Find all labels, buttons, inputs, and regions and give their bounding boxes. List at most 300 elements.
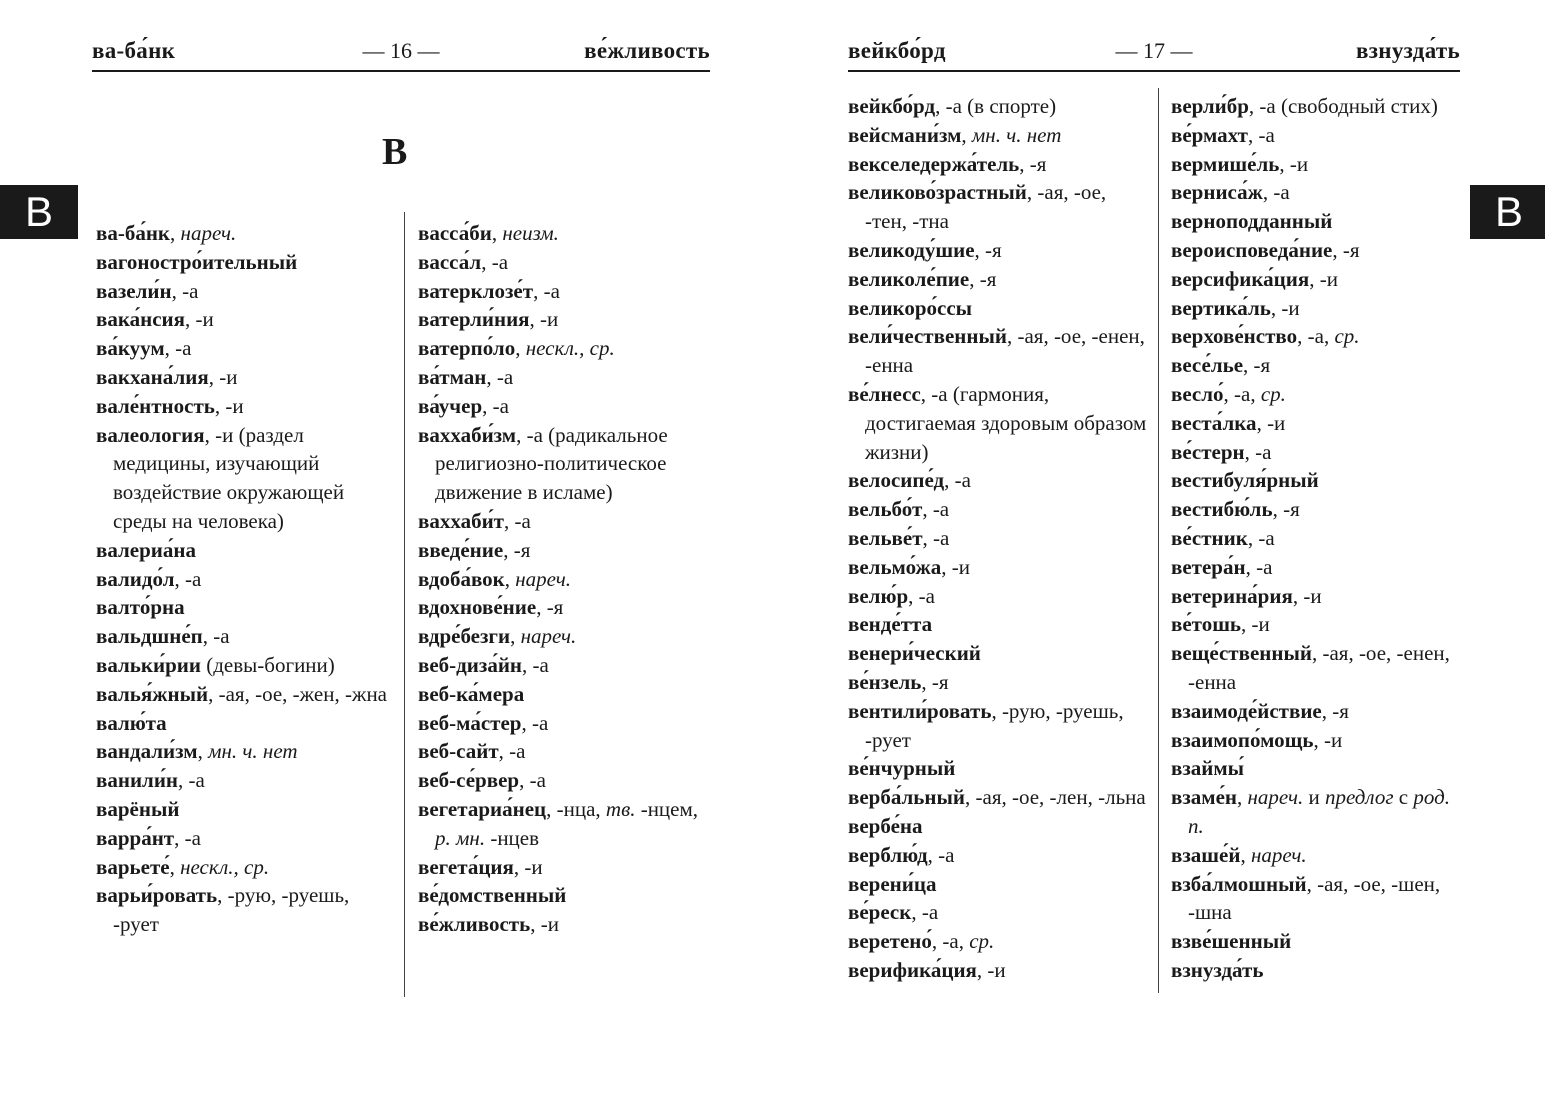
headword: ваххаби́т (418, 508, 504, 533)
headword: вдре́безги (418, 624, 511, 649)
headword: ве́рмахт (1171, 122, 1248, 147)
grammar-note: , -и (530, 912, 559, 937)
headword: ве́домственный (418, 883, 567, 908)
dictionary-entry (1171, 639, 1461, 697)
dictionary-entry (96, 824, 396, 853)
section-letter-heading: В (382, 131, 408, 173)
grammar-note: , -а (922, 497, 950, 522)
dictionary-entry (848, 466, 1148, 495)
headword: взаше́й (1171, 842, 1241, 867)
grammar-note: , (169, 854, 181, 879)
dictionary-entry (418, 651, 710, 680)
grammar-note: , -ая, -ое, -енен, -енна (1188, 641, 1450, 694)
dictionary-entry (96, 853, 396, 882)
dictionary-entry (848, 121, 1148, 150)
dictionary-entry (96, 795, 396, 824)
grammar-note: с (1393, 785, 1414, 810)
grammar-note: , -и (513, 854, 543, 879)
grammar-note: , -ая, -ое, -шен, -шна (1188, 871, 1441, 925)
headword: веретено́ (848, 929, 932, 954)
dictionary-entry (418, 248, 710, 277)
grammar-note: , -а (522, 652, 549, 677)
headword: вазели́н (96, 278, 172, 303)
grammar-note: , -и (214, 393, 244, 418)
grammar-note: , -я (1321, 698, 1349, 723)
grammar-note: , -и (529, 307, 559, 332)
headword: великоро́ссы (848, 295, 973, 320)
headword: вака́нсия (96, 307, 186, 332)
headword: васса́би (418, 221, 492, 245)
grammar-note: -нцем, (635, 796, 699, 821)
grammar-note: , -и (1256, 410, 1286, 435)
headword: вермише́ль (1171, 151, 1280, 176)
grammar-note: , -ая, -ое, -жен, -жна (208, 681, 387, 706)
grammar-note: (девы-богини) (201, 652, 335, 677)
headword: верени́ца (848, 871, 937, 896)
grammar-note: , -и (1313, 727, 1343, 752)
dictionary-entry (848, 783, 1148, 812)
usage-label: предлог (1325, 785, 1394, 810)
running-head-right (848, 30, 1460, 72)
dictionary-entry (1171, 956, 1461, 985)
dictionary-entry (418, 565, 710, 594)
dictionary-entry (418, 593, 710, 622)
headword: вале́нтность (96, 393, 215, 418)
headword: взба́лмошный (1171, 871, 1307, 896)
dictionary-entry (418, 881, 710, 910)
grammar-note: , -и (208, 364, 238, 389)
dictionary-entry (96, 737, 396, 766)
headword: ветерина́рия (1171, 583, 1293, 608)
dictionary-entry (1171, 466, 1461, 495)
headword: ватерпо́ло (418, 336, 516, 361)
usage-label: нареч. (1247, 785, 1304, 810)
dictionary-entry (1171, 582, 1461, 611)
dictionary-entry (96, 593, 396, 622)
dictionary-entry (848, 898, 1148, 927)
headword: ве́нчурный (848, 756, 956, 781)
usage-label: род. п. (1188, 785, 1450, 838)
page-number: — 16 — (362, 38, 440, 63)
headword: введе́ние (418, 537, 504, 562)
grammar-note: , -а (533, 278, 560, 303)
running-head-left (92, 30, 710, 72)
grammar-note: , (515, 336, 526, 361)
headword: веб-сайт (418, 739, 499, 764)
thumb-index-tab: В (1470, 185, 1545, 239)
dictionary-entry (418, 853, 710, 882)
right-page (760, 0, 1545, 1100)
headword: варьи́ровать (96, 883, 218, 908)
grammar-note: , -а (486, 364, 514, 389)
dictionary-entry (418, 795, 710, 853)
headword: взаймы́ (1171, 756, 1245, 781)
dictionary-entry (418, 622, 710, 651)
grammar-note: , -и (941, 554, 971, 579)
headword: верли́бр (1171, 94, 1249, 118)
grammar-note: , -а (гармония, достигаемая здоровым образом жизни) (865, 381, 1147, 464)
usage-label: нареч. (515, 566, 571, 591)
usage-label: нареч. (1250, 842, 1307, 867)
grammar-note: , -я (974, 237, 1002, 262)
headword: вельмо́жа (848, 554, 942, 579)
headword: вероисповеда́ние (1171, 237, 1333, 262)
grammar-note: , -я (536, 595, 564, 620)
dictionary-entry (848, 322, 1148, 380)
dictionary-entry (848, 92, 1148, 121)
thumb-index-tab: В (0, 185, 78, 239)
dictionary-entry (1171, 927, 1461, 956)
headword: версифика́ция (1171, 266, 1310, 291)
dictionary-entry (1171, 754, 1461, 783)
grammar-note: , -ая, -ое, -тен, -тна (865, 180, 1107, 234)
usage-label: неизм. (502, 221, 559, 245)
dictionary-entry (418, 363, 710, 392)
dictionary-entry (96, 766, 396, 795)
headword: веб-диза́йн (418, 652, 523, 677)
dictionary-entry (96, 248, 396, 277)
grammar-note: , -а (481, 249, 509, 274)
column-divider (404, 212, 405, 997)
dictionary-entry (1171, 726, 1461, 755)
grammar-note: , -и (1241, 612, 1270, 637)
dictionary-entry (418, 277, 710, 306)
headword: варёный (96, 796, 180, 821)
grammar-note: , -а (922, 525, 950, 550)
headword: валья́жный (96, 681, 209, 706)
headword: вейкбо́рд (848, 94, 936, 118)
headword: ватерклозе́т (418, 278, 534, 303)
grammar-note: и (1303, 785, 1325, 810)
dictionary-entry (418, 766, 710, 795)
headword: взве́шенный (1171, 929, 1292, 954)
headword: ве́стник (1171, 525, 1248, 550)
grammar-note: , (504, 566, 516, 591)
grammar-note: , -нца, (546, 796, 606, 821)
usage-label: мн. ч. нет (208, 739, 298, 764)
dictionary-entry (848, 610, 1148, 639)
grammar-note: , -а (519, 768, 546, 793)
dictionary-entry (848, 697, 1148, 755)
dictionary-entry (1171, 207, 1461, 236)
grammar-note: , -а (1247, 525, 1275, 550)
grammar-note: , -рую, -руешь, -рует (113, 883, 350, 937)
grammar-note: , -ая, -ое, -лен, -льна (965, 785, 1146, 810)
headword: вакхана́лия (96, 364, 209, 389)
grammar-note: , -я (1332, 237, 1360, 262)
headword: взаимопо́мощь (1171, 727, 1314, 752)
dictionary-entry (418, 305, 710, 334)
grammar-note: , -ая, -ое, -енен, -енна (865, 324, 1145, 378)
headword: ве́лнесс (848, 381, 921, 406)
dictionary-entry (848, 265, 1148, 294)
headword: вентили́ровать (848, 698, 992, 723)
headword: вестибуля́рный (1171, 468, 1319, 493)
headword: вдохнове́ние (418, 595, 537, 620)
dictionary-entry (848, 582, 1148, 611)
grammar-note: , -я (503, 537, 531, 562)
grammar-note: , -а (1244, 439, 1272, 464)
dictionary-column (1171, 92, 1461, 985)
headword: веста́лка (1171, 410, 1257, 435)
dictionary-entry (848, 236, 1148, 265)
grammar-note: , (510, 624, 521, 649)
grammar-note: , -и (1279, 151, 1309, 176)
grammar-note: , -а (174, 825, 201, 850)
grammar-note: , (491, 221, 503, 245)
running-head-last-word: взнузда́ть (1356, 38, 1460, 63)
headword: ва-ба́нк (96, 221, 171, 245)
dictionary-entry (1171, 610, 1461, 639)
usage-label: мн. ч. нет (971, 122, 1062, 147)
headword: ве́тошь (1171, 612, 1242, 637)
grammar-note: , (1237, 785, 1248, 810)
dictionary-entry (96, 680, 396, 709)
column-divider (1158, 88, 1159, 993)
headword: верхове́нство (1171, 324, 1298, 349)
running-head-first-word: ва-ба́нк (92, 38, 176, 63)
headword: вели́чественный (848, 324, 1007, 349)
headword: вегета́ция (418, 854, 514, 879)
headword: велю́р (848, 583, 909, 608)
headword: ве́жливость (418, 912, 531, 937)
grammar-note: , -я (1272, 497, 1300, 522)
headword: велосипе́д (848, 468, 945, 493)
dictionary-entry (1171, 553, 1461, 582)
grammar-note: , -а (1262, 180, 1290, 205)
grammar-note: , (170, 221, 181, 245)
grammar-note: , -а (202, 624, 230, 649)
usage-label: тв. (605, 796, 636, 821)
dictionary-entry (848, 870, 1148, 899)
dictionary-entry (418, 219, 710, 248)
headword: ве́нзель (848, 669, 922, 694)
headword: валто́рна (96, 595, 185, 620)
headword: ва́куум (96, 336, 165, 361)
dictionary-entry (96, 363, 396, 392)
grammar-note: , -а (944, 468, 971, 493)
dictionary-entry (418, 507, 710, 536)
headword: вестибю́ль (1171, 497, 1273, 522)
dictionary-entry (848, 754, 1148, 783)
headword: верифика́ция (848, 957, 977, 982)
grammar-note: , -а, (1223, 381, 1261, 406)
dictionary-column (96, 219, 396, 939)
grammar-note: , -а (свободный стих) (1248, 94, 1438, 118)
headword: васса́л (418, 249, 482, 274)
headword: верблю́д (848, 842, 928, 867)
headword: вербе́на (848, 813, 923, 838)
grammar-note: , -а (498, 739, 526, 764)
dictionary-entry (96, 392, 396, 421)
headword: валю́та (96, 710, 167, 735)
dictionary-entry (1171, 178, 1461, 207)
dictionary-entry (848, 524, 1148, 553)
dictionary-entry (418, 421, 710, 507)
grammar-note: , -а (908, 583, 935, 608)
dictionary-entry (848, 294, 1148, 323)
dictionary-entry (1171, 265, 1461, 294)
usage-label: нареч. (180, 221, 237, 245)
headword: великово́зрастный (848, 180, 1027, 205)
running-head-last-word: ве́жливость (584, 38, 710, 63)
grammar-note: , -и (1309, 266, 1338, 291)
dictionary-entry (418, 680, 710, 709)
headword: вегетариа́нец (418, 796, 547, 821)
headword: венде́тта (848, 612, 933, 637)
headword: варьете́ (96, 854, 170, 879)
dictionary-entry (418, 910, 710, 939)
dictionary-entry (96, 305, 396, 334)
dictionary-entry (1171, 322, 1461, 351)
headword: взнузда́ть (1171, 957, 1264, 982)
headword: ванили́н (96, 768, 179, 793)
dictionary-entry (848, 150, 1148, 179)
grammar-note: , -а (1247, 122, 1275, 147)
grammar-note: , -а, (1297, 324, 1335, 349)
dictionary-entry (96, 421, 396, 536)
usage-label: нареч. (520, 624, 577, 649)
grammar-note: , -я (1019, 151, 1047, 176)
dictionary-entry (418, 709, 710, 738)
dictionary-entry (848, 380, 1148, 466)
dictionary-entry (848, 956, 1148, 985)
headword: вдоба́вок (418, 566, 505, 591)
headword: верба́льный (848, 785, 966, 810)
dictionary-entry (96, 277, 396, 306)
dictionary-entry (1171, 409, 1461, 438)
dictionary-entry (848, 553, 1148, 582)
grammar-note: , -я (921, 669, 949, 694)
grammar-note: , -а, (931, 929, 970, 954)
grammar-note: , -и (1292, 583, 1322, 608)
dictionary-entry (1171, 121, 1461, 150)
grammar-note: , -а (174, 566, 202, 591)
headword: вандали́зм (96, 739, 198, 764)
dictionary-entry (96, 651, 396, 680)
grammar-note: , (197, 739, 209, 764)
grammar-note: , -я (969, 266, 997, 291)
dictionary-entry (96, 622, 396, 651)
dictionary-entry (1171, 294, 1461, 323)
headword: веб-ка́мера (418, 681, 525, 706)
headword: варра́нт (96, 825, 175, 850)
grammar-note: , -и (раздел медицины, изучающий воздействие окружающей среды на человека) (113, 422, 345, 533)
dictionary-column (418, 219, 710, 939)
grammar-note: , -а (радикальное религиозно-политическое движение в исламе) (435, 422, 668, 505)
dictionary-entry (1171, 150, 1461, 179)
headword: весе́лье (1171, 353, 1244, 378)
dictionary-entry (1171, 524, 1461, 553)
grammar-note: , -и (185, 307, 214, 332)
headword: верниса́ж (1171, 180, 1263, 205)
headword: ва́учер (418, 393, 483, 418)
headword: взаимоде́йствие (1171, 698, 1322, 723)
grammar-note: , -а (1245, 554, 1273, 579)
grammar-note: , -а (503, 508, 531, 533)
dictionary-entry (96, 881, 396, 939)
dictionary-entry (96, 709, 396, 738)
grammar-note: -нцев (485, 825, 540, 850)
dictionary-entry (1171, 92, 1461, 121)
dictionary-entry (848, 178, 1148, 236)
headword: векселедержа́тель (848, 151, 1020, 176)
grammar-note: , -а (171, 278, 199, 303)
headword: вельве́т (848, 525, 923, 550)
headword: ваххаби́зм (418, 422, 517, 447)
usage-label: р. мн. (435, 825, 486, 850)
headword: ватерли́ния (418, 307, 530, 332)
headword: вальки́рии (96, 652, 201, 677)
dictionary-entry (848, 639, 1148, 668)
headword: веб-се́рвер (418, 768, 520, 793)
grammar-note: , -рую, -руешь, -рует (865, 698, 1124, 752)
dictionary-entry (418, 334, 710, 363)
grammar-note: , -и (1270, 295, 1300, 320)
headword: вагоностро́ительный (96, 249, 298, 274)
dictionary-entry (418, 392, 710, 421)
headword: валидо́л (96, 566, 175, 591)
usage-label: нескл., ср. (180, 854, 270, 879)
headword: веб-ма́стер (418, 710, 522, 735)
dictionary-entry (1171, 236, 1461, 265)
dictionary-entry (848, 927, 1148, 956)
grammar-note: , -а (927, 842, 955, 867)
dictionary-entry (96, 565, 396, 594)
headword: ве́стерн (1171, 439, 1245, 464)
usage-label: ср. (1260, 381, 1286, 406)
dictionary-column (848, 92, 1148, 985)
headword: ва́тман (418, 364, 487, 389)
dictionary-entry (848, 495, 1148, 524)
dictionary-entry (96, 219, 396, 248)
headword: ве́реск (848, 900, 912, 925)
dictionary-entry (1171, 841, 1461, 870)
dictionary-entry (848, 668, 1148, 697)
dictionary-entry (1171, 351, 1461, 380)
headword: валеология (96, 422, 205, 447)
headword: верноподданный (1171, 209, 1333, 234)
headword: вельбо́т (848, 497, 923, 522)
headword: валериа́на (96, 537, 197, 562)
dictionary-entry (1171, 380, 1461, 409)
dictionary-entry (418, 536, 710, 565)
headword: веще́ственный (1171, 641, 1312, 666)
dictionary-entry (848, 812, 1148, 841)
grammar-note: , -я (1243, 353, 1271, 378)
headword: вертика́ль (1171, 295, 1271, 320)
grammar-note: , -а (в спорте) (935, 94, 1057, 118)
grammar-note: , -а (521, 710, 549, 735)
grammar-note: , -а (911, 900, 939, 925)
dictionary-entry (1171, 783, 1461, 841)
grammar-note: , -а (482, 393, 509, 418)
dictionary-entry (1171, 495, 1461, 524)
headword: венери́ческий (848, 641, 981, 666)
usage-label: нескл., ср. (525, 336, 615, 361)
dictionary-entry (418, 737, 710, 766)
usage-label: ср. (1334, 324, 1360, 349)
grammar-note: , -а (178, 768, 205, 793)
dictionary-entry (1171, 870, 1461, 928)
headword: вейсмани́зм (848, 122, 962, 147)
grammar-note: , -и (976, 957, 1006, 982)
headword: великоду́шие (848, 237, 975, 262)
page-number: — 17 — (1115, 38, 1193, 63)
dictionary-entry (96, 536, 396, 565)
dictionary-entry (1171, 697, 1461, 726)
left-page (0, 0, 760, 1100)
